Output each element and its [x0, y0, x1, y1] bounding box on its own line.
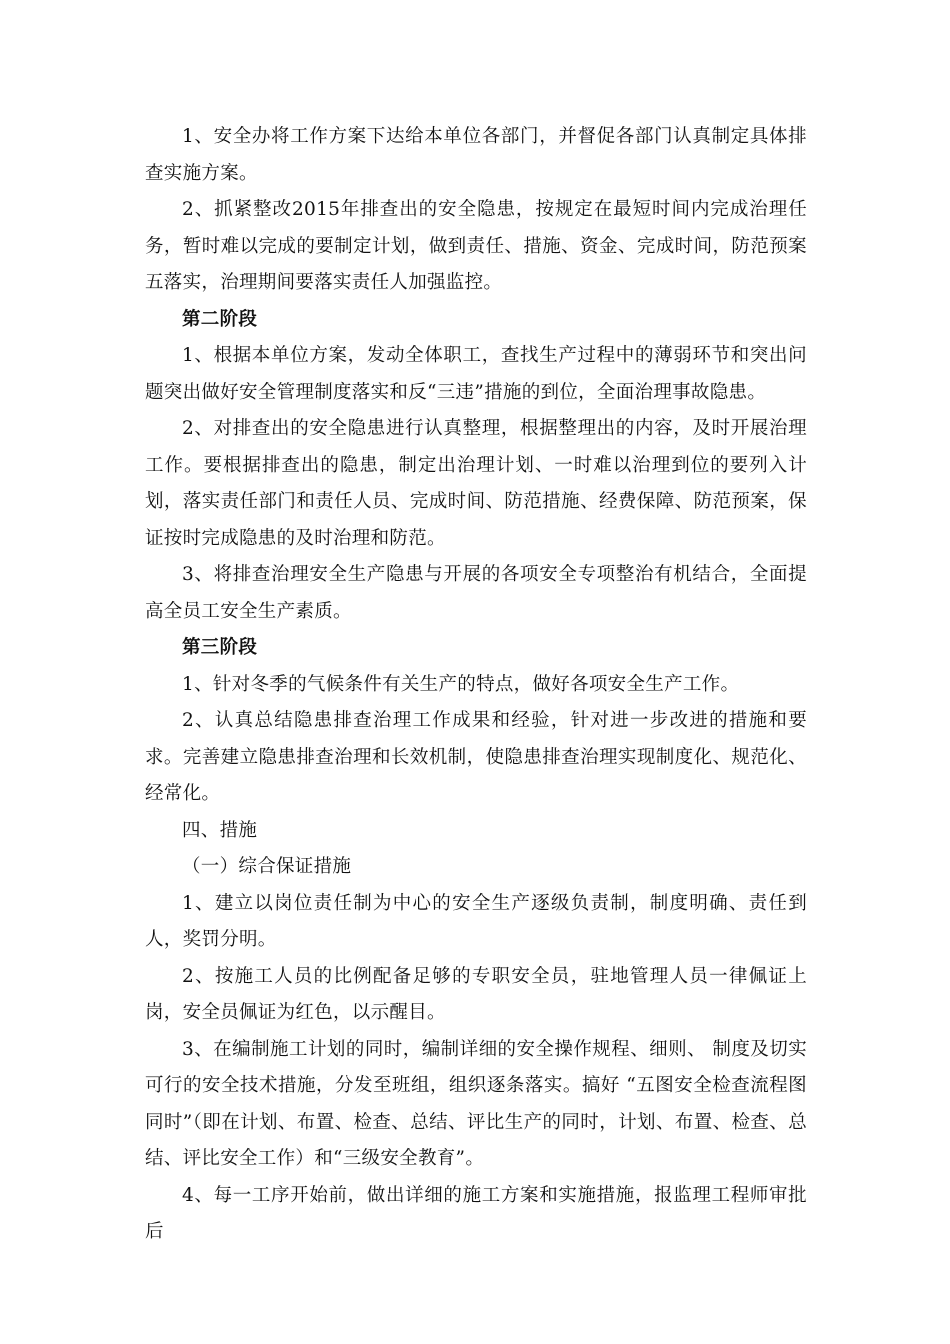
- paragraph-2: 2、抓紧整改2015年排查出的安全隐患，按规定在最短时间内完成治理任务，暂时难以完成的要制定计划，做到责任、措施、资金、完成时间，防范预案五落实，治理期间要落实责任人加强监控。: [145, 199, 807, 293]
- paragraph-9: 2、按施工人员的比例配备足够的专职安全员，驻地管理人员一律佩证上岗，安全员佩证为红色，以示醒目。: [145, 965, 807, 1023]
- document-body: [145, 119, 807, 1251]
- section-heading-stage-3: 第三阶段: [182, 637, 258, 658]
- paragraph-8: 1、建立以岗位责任制为中心的安全生产逐级负责制，制度明确、责任到人，奖罚分明。: [145, 892, 807, 950]
- paragraph-6: 1、针对冬季的气候条件有关生产的特点，做好各项安全生产工作。: [182, 673, 740, 695]
- paragraph-3: 1、根据本单位方案，发动全体职工，查找生产过程中的薄弱环节和突出问题突出做好安全管理制度落实和反“三违”措施的到位，全面治理事故隐患。: [145, 345, 807, 403]
- paragraph-7: 2、认真总结隐患排查治理工作成果和经验，针对进一步改进的措施和要求。完善建立隐患排查治理和长效机制，使隐患排查治理实现制度化、规范化、经常化。: [145, 710, 807, 804]
- subsection-heading-guarantee: （一）综合保证措施: [182, 856, 352, 877]
- section-heading-measures: 四、措施: [182, 819, 258, 841]
- section-heading-stage-2: 第二阶段: [182, 308, 258, 330]
- paragraph-4: 2、对排查出的安全隐患进行认真整理，根据整理出的内容，及时开展治理工作。要根据排查出的隐患，制定出治理计划、一时难以治理到位的要列入计划，落实责任部门和责任人员、完成时间、防范措施、经费保障、防范预案，保证按时完成隐患的及时治理和防范。: [145, 418, 807, 549]
- paragraph-1: 1、安全办将工作方案下达给本单位各部门，并督促各部门认真制定具体排查实施方案。: [145, 126, 807, 184]
- paragraph-11: 4、每一工序开始前，做出详细的施工方案和实施措施，报监理工程师审批后: [145, 1184, 807, 1242]
- paragraph-10: 3、在编制施工计划的同时，编制详细的安全操作规程、细则、 制度及切实可行的安全技术措施，分发至班组，组织逐条落实。搞好 “五图安全检查流程图同时”（即在计划、布置、检查、总结、评比生产的同时，计划、布置、检查、总结、评比安全工作）和“三级安全教育”。: [145, 1038, 807, 1169]
- paragraph-5: 3、将排查治理安全生产隐患与开展的各项安全专项整治有机结合，全面提高全员工安全生产素质。: [145, 564, 807, 622]
